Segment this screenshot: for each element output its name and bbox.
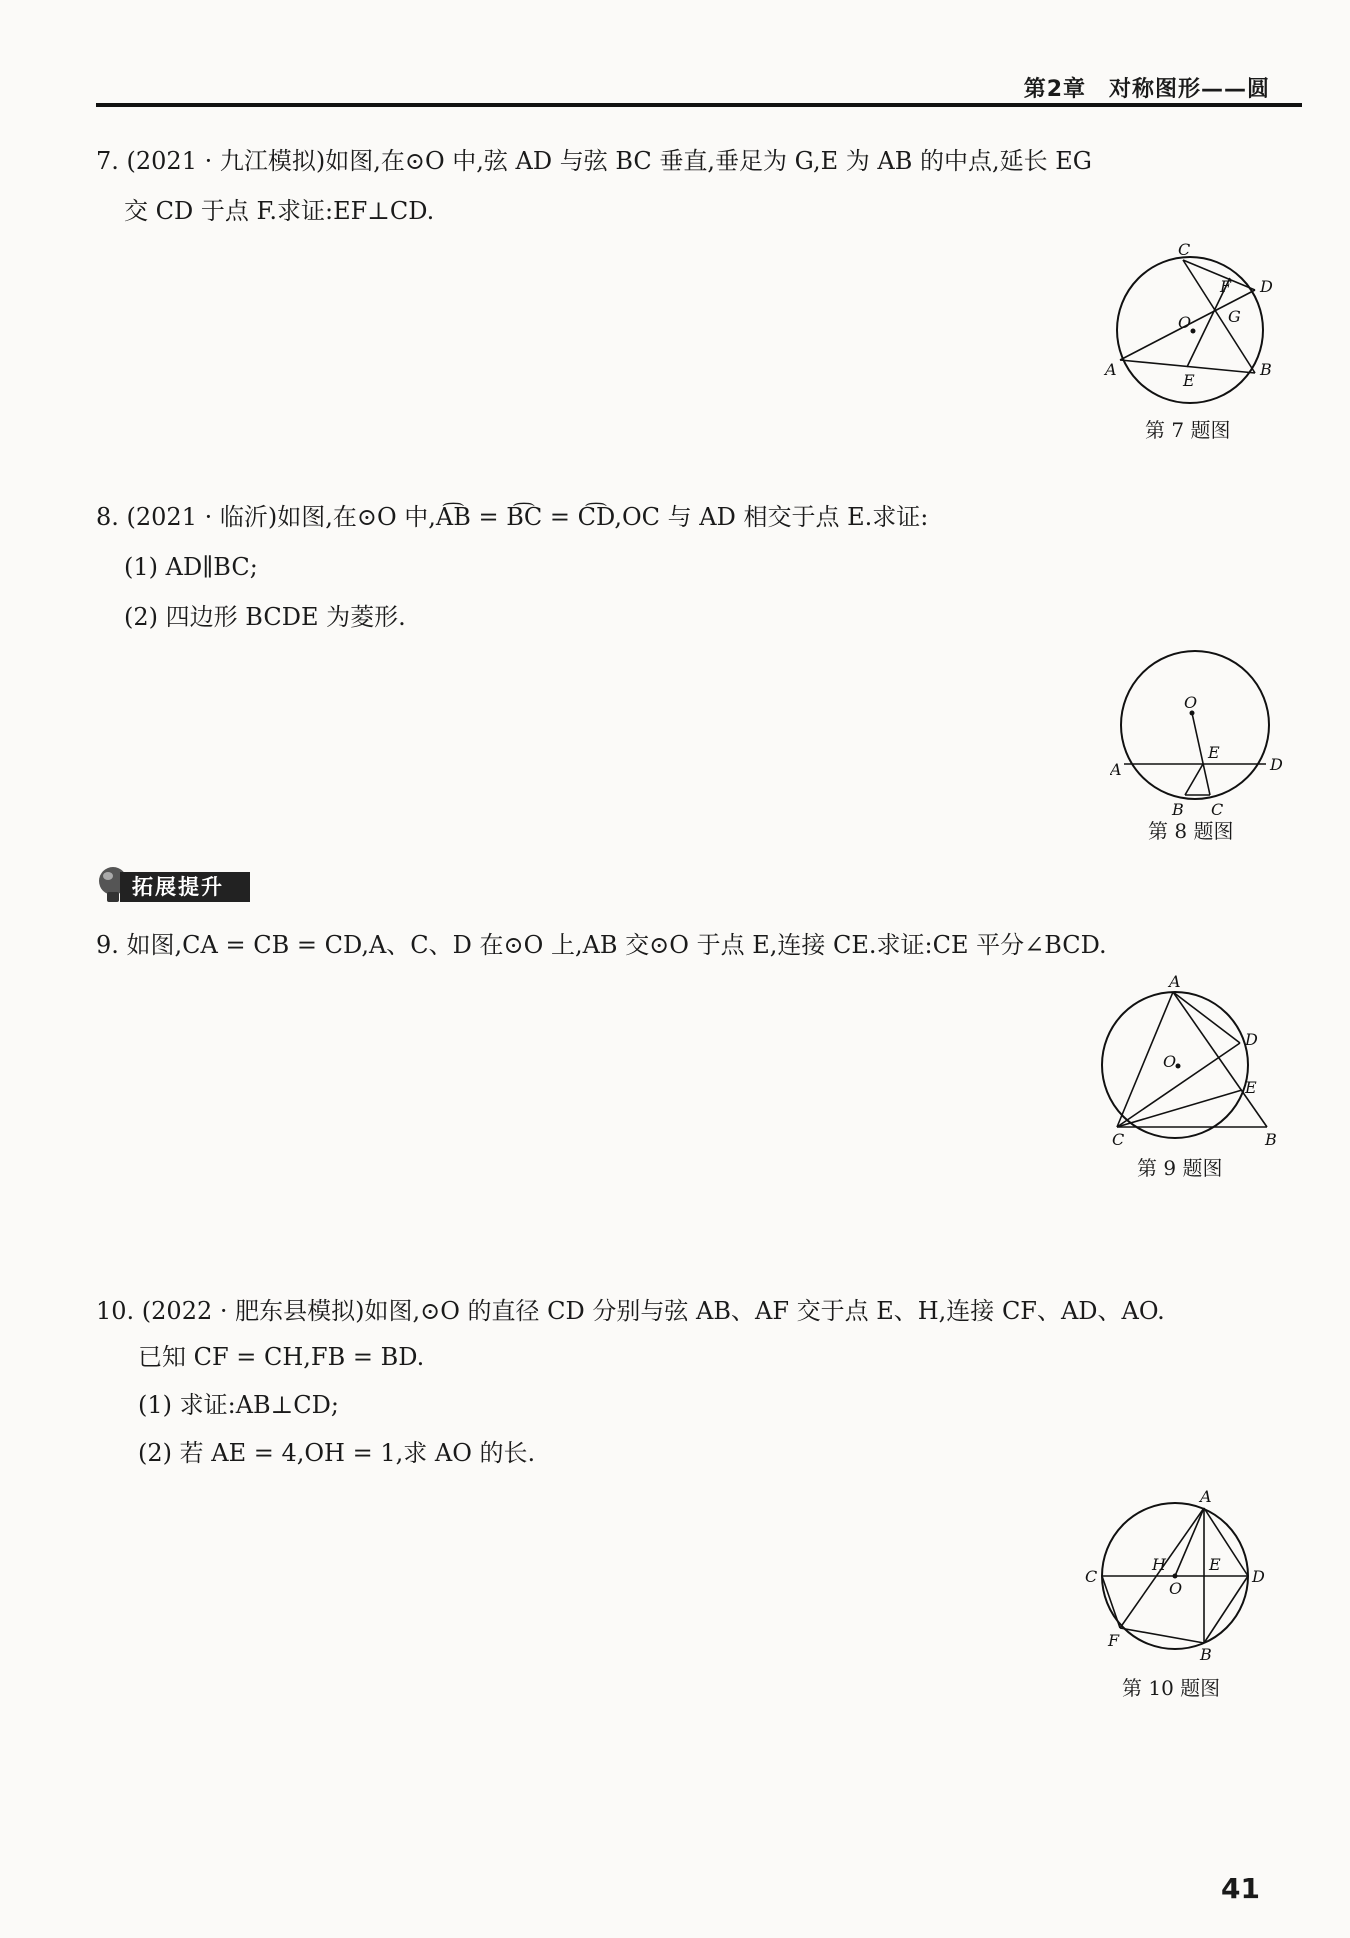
fig7-label-g: G (1228, 307, 1241, 326)
fig10-label-h: H (1152, 1555, 1166, 1574)
fig10-label-o: O (1169, 1579, 1183, 1598)
fig7-label-e: E (1183, 371, 1195, 390)
problem-8-line-2: (1) AD∥BC; (124, 553, 258, 581)
fig10-label-a: A (1200, 1488, 1212, 1506)
fig10-center-dot (1173, 1574, 1178, 1579)
problem-7-line-1: 7. (2021 · 九江模拟)如图,在⊙O 中,弦 AD 与弦 BC 垂直,垂足为 G,E 为 AB 的中点,延长 EG (96, 147, 1092, 175)
fig7-label-d: D (1260, 277, 1273, 296)
fig8-label-d: D (1270, 755, 1283, 774)
problem-10-line-1: 10. (2022 · 肥东县模拟)如图,⊙O 的直径 CD 分别与弦 AB、AF 交于点 E、H,连接 CF、AD、AO. (96, 1297, 1165, 1325)
fig7-label-b: B (1260, 360, 1272, 379)
section-banner (96, 866, 254, 906)
fig10-label-f: F (1108, 1631, 1120, 1650)
fig9-label-o: O (1163, 1052, 1177, 1071)
problem-10-line-4: (2) 若 AE = 4,OH = 1,求 AO 的长. (138, 1439, 536, 1467)
figure-10 (1080, 1488, 1280, 1668)
problem-9-line-1: 9. 如图,CA = CB = CD,A、C、D 在⊙O 上,AB 交⊙O 于点 E,连接 CE.求证:CE 平分∠BCD. (96, 931, 1107, 959)
fig9-label-b: B (1265, 1130, 1277, 1149)
fig10-line-cf (1102, 1576, 1120, 1628)
problem-8-line-3: (2) 四边形 BCDE 为菱形. (124, 603, 406, 631)
fig9-label-d: D (1245, 1030, 1258, 1049)
fig9-line-ce (1117, 1090, 1242, 1127)
problem-10-line-2: 已知 CF = CH,FB = BD. (138, 1343, 425, 1371)
fig8-label-e: E (1208, 743, 1220, 762)
problem-8-line-1: 8. (2021 · 临沂)如图,在⊙O 中,A͡B = B͡C = C͡D,OC 与 AD 相交于点 E.求证: (96, 503, 929, 531)
fig7-chord-cd (1183, 260, 1255, 290)
fig9-center-dot (1176, 1064, 1181, 1069)
problem-7-line-2: 交 CD 于点 F.求证:EF⊥CD. (124, 197, 435, 225)
page-number: 41 (1221, 1872, 1260, 1905)
section-title: 拓展提升 (120, 872, 250, 902)
fig7-label-a: A (1105, 360, 1117, 379)
chapter-header: 第2章 对称图形——圆 (1023, 77, 1270, 102)
fig9-line-cd (1117, 1043, 1240, 1127)
figure-7-caption: 第 7 题图 (1145, 418, 1231, 442)
figure-7 (1100, 240, 1280, 410)
fig7-label-f: F (1220, 277, 1232, 296)
fig8-label-a: A (1110, 760, 1122, 779)
fig7-center-dot (1191, 329, 1196, 334)
fig9-label-a: A (1169, 975, 1181, 991)
fig8-label-o: O (1184, 693, 1198, 712)
fig10-label-b: B (1200, 1645, 1212, 1664)
header-rule (96, 103, 1302, 107)
figure-9 (1085, 975, 1285, 1150)
fig7-label-c: C (1178, 240, 1191, 259)
fig8-line-be (1185, 764, 1203, 795)
fig8-label-c: C (1211, 800, 1224, 819)
fig7-chord-bc (1183, 260, 1255, 373)
fig10-label-d: D (1252, 1567, 1265, 1586)
figure-8-caption: 第 8 题图 (1148, 819, 1234, 843)
figure-10-caption: 第 10 题图 (1122, 1676, 1221, 1700)
fig10-label-e: E (1209, 1555, 1221, 1574)
fig8-label-b: B (1172, 800, 1184, 819)
fig7-label-o: O (1178, 313, 1192, 332)
figure-8 (1110, 640, 1285, 820)
problem-10-line-3: (1) 求证:AB⊥CD; (138, 1391, 339, 1419)
figure-9-caption: 第 9 题图 (1137, 1156, 1223, 1180)
fig9-label-e: E (1245, 1078, 1257, 1097)
fig10-label-c: C (1085, 1567, 1098, 1586)
fig9-label-c: C (1112, 1130, 1125, 1149)
fig10-line-bd (1204, 1576, 1248, 1643)
